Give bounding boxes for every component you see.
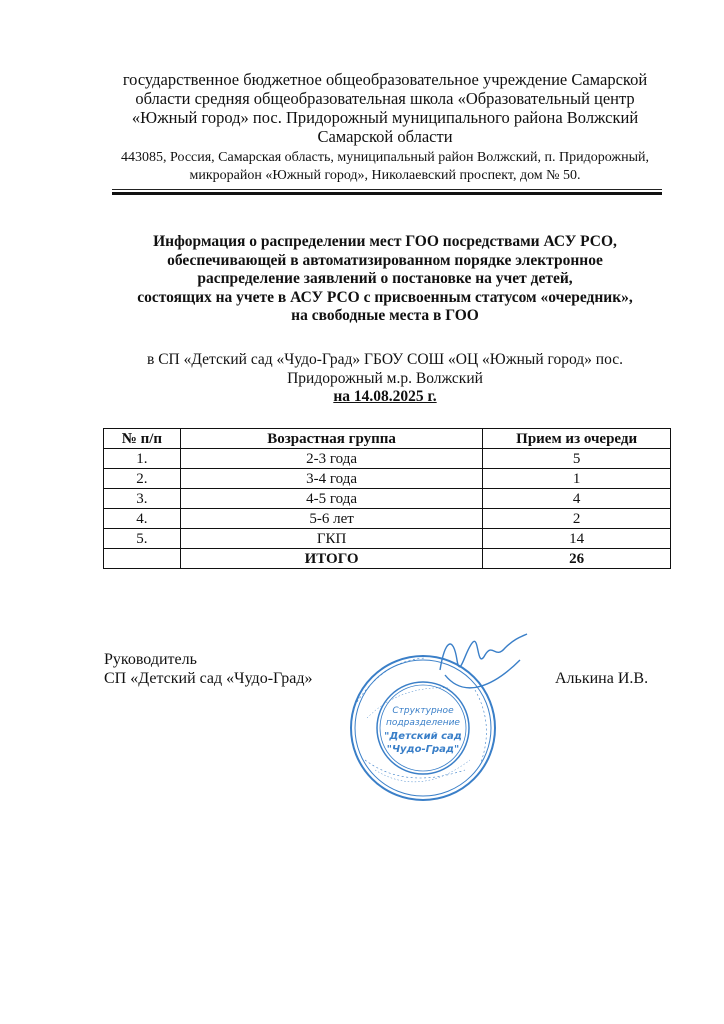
stamp-line-3: "Детский сад (384, 731, 462, 742)
cell-age-group: 3-4 года (180, 469, 482, 489)
cell-age-group: 2-3 года (180, 449, 482, 469)
stamp-line-2: подразделение (386, 718, 460, 728)
total-label: ИТОГО (180, 549, 482, 569)
cell-number: 1. (104, 449, 181, 469)
cell-admission: 2 (483, 509, 671, 529)
cell-admission: 4 (483, 489, 671, 509)
distribution-table (103, 428, 671, 569)
role-line-1: Руководитель (104, 651, 197, 668)
header-admission: Прием из очереди (483, 429, 671, 449)
cell-empty (104, 549, 181, 569)
header-divider-thick (112, 192, 662, 195)
cell-age-group: ГКП (180, 529, 482, 549)
cell-number: 2. (104, 469, 181, 489)
title-line-1: Информация о распределении мест ГОО посредствами АСУ РСО, (153, 233, 617, 250)
title-line-2: обеспечивающей в автоматизированном порядке электронное (167, 251, 603, 269)
document-date: на 14.08.2025 г. (333, 388, 437, 405)
cell-number: 5. (104, 529, 181, 549)
organization-address (95, 149, 675, 185)
org-line-1: государственное бюджетное общеобразовательное учреждение Самарской (122, 70, 648, 89)
cell-age-group: 5-6 лет (180, 509, 482, 529)
org-line-2: области средняя общеобразовательная школа «Образовательный центр (135, 89, 635, 108)
title-line-4: состоящих на учете в АСУ РСО с присвоенным статусом «очередник», (137, 288, 633, 306)
cell-age-group: 4-5 года (180, 489, 482, 509)
document-title (95, 233, 675, 326)
header-age-group: Возрастная группа (180, 429, 482, 449)
address-line-1: 443085, Россия, Самарская область, муниципальный район Волжский, п. Придорожный, (121, 150, 649, 165)
cell-admission: 5 (483, 449, 671, 469)
address-line-2: микрорайон «Южный город», Николаевский проспект, дом № 50. (189, 168, 581, 183)
stamp-line-4: "Чудо-Град" (386, 744, 460, 755)
cell-admission: 1 (483, 469, 671, 489)
total-value: 26 (483, 549, 671, 569)
official-stamp-with-signature (345, 630, 545, 810)
subtitle-line-2: Придорожный м.р. Волжский (287, 369, 483, 387)
table-row (104, 509, 671, 529)
header-number: № п/п (104, 429, 181, 449)
signatory-role (104, 650, 313, 688)
table-total-row (104, 549, 671, 569)
header-divider-thin (112, 189, 662, 190)
cell-admission: 14 (483, 529, 671, 549)
org-line-3: «Южный город» пос. Придорожный муниципального района Волжский (131, 108, 639, 127)
cell-number: 4. (104, 509, 181, 529)
table-row (104, 529, 671, 549)
table-header-row (104, 429, 671, 449)
org-line-4: Самарской области (317, 127, 453, 146)
title-line-3: распределение заявлений о постановке на учет детей, (197, 270, 573, 287)
title-line-5: на свободные места в ГОО (291, 307, 479, 324)
stamp-line-1: Структурное (392, 706, 454, 716)
signatory-name: Алькина И.В. (555, 670, 649, 687)
role-line-2: СП «Детский сад «Чудо-Град» (104, 670, 313, 687)
table-row (104, 469, 671, 489)
table-row (104, 449, 671, 469)
document-subtitle (95, 351, 675, 388)
organization-header (95, 70, 675, 146)
subtitle-line-1: в СП «Детский сад «Чудо-Град» ГБОУ СОШ «ОЦ «Южный город» пос. (147, 351, 623, 368)
cell-number: 3. (104, 489, 181, 509)
table-row (104, 489, 671, 509)
